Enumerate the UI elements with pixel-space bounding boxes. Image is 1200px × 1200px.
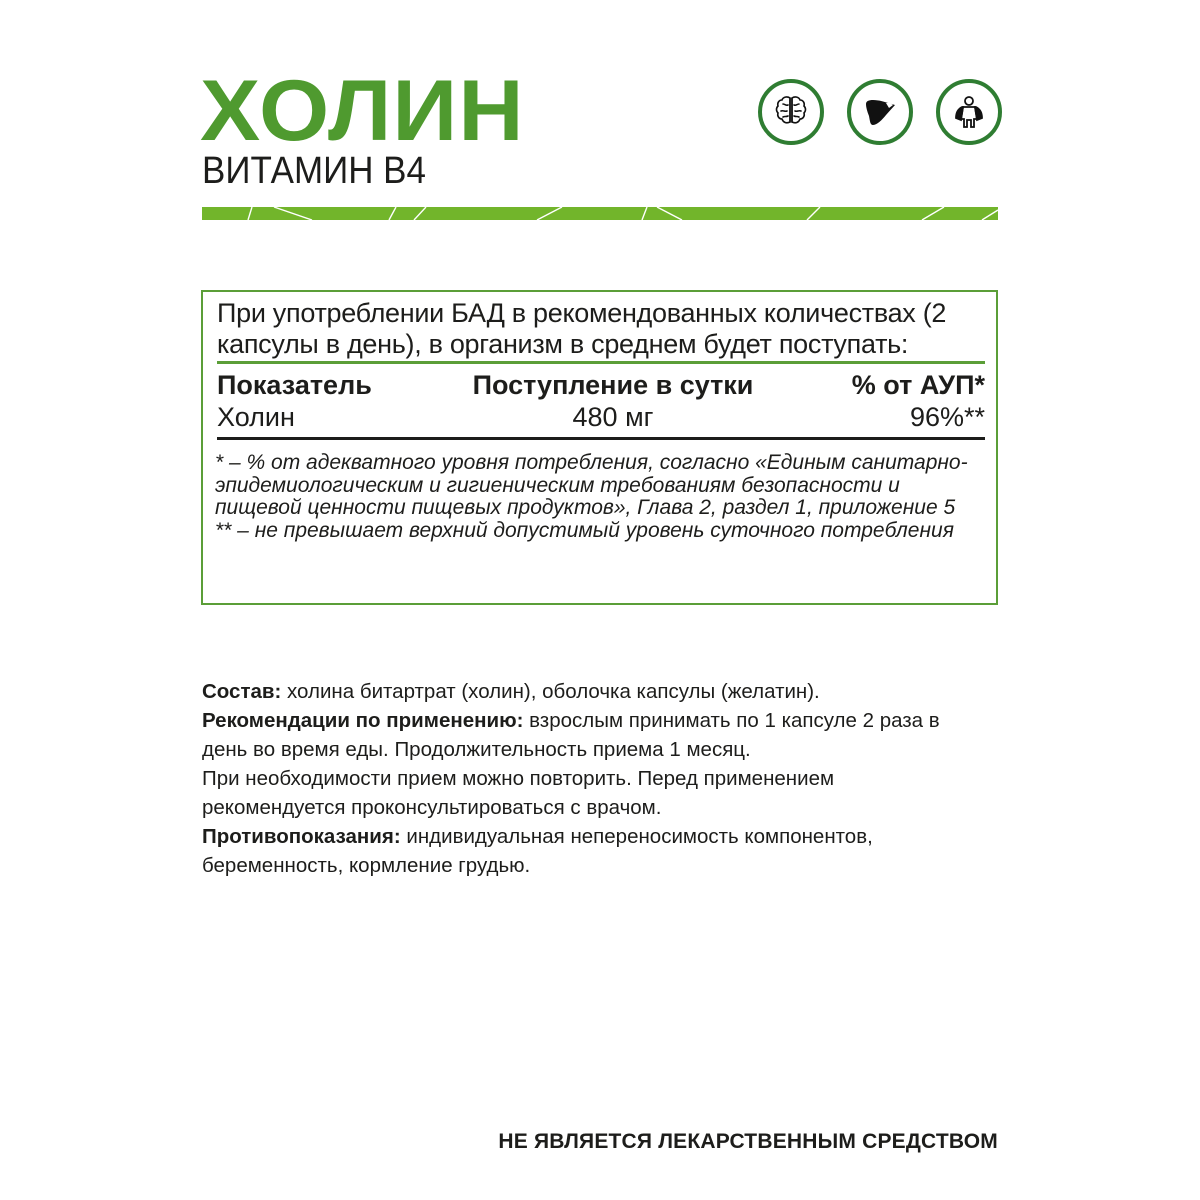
product-details	[202, 677, 982, 880]
decorative-stripe	[202, 207, 998, 220]
composition-label: Состав:	[202, 680, 282, 703]
brain-icon	[758, 79, 824, 145]
black-divider	[217, 437, 985, 440]
repeat-paragraph: При необходимости прием можно повторить. Перед применением рекомендуется проконсультироваться с врачом.	[202, 767, 835, 819]
contraindications-label: Противопоказания:	[202, 825, 401, 848]
nutrition-info-box	[201, 290, 998, 605]
product-title: ХОЛИН	[200, 63, 525, 159]
cell-indicator: Холин	[217, 402, 295, 432]
usage-text: взрослым принимать по 1 капсуле 2 раза в день во время еды. Продолжительность приема 1 месяц.	[202, 709, 940, 761]
footnote-1: * – % от адекватного уровня потребления, согласно «Единым санитарно-эпидемиологическим и гигиеническим требованиям безопасности и пищевой ценности пищевых продуктов», Глава 2, раздел 1, приложение 5	[215, 451, 968, 519]
cell-daily-intake: 480 мг	[572, 402, 654, 432]
not-medicine-disclaimer: НЕ ЯВЛЯЕТСЯ ЛЕКАРСТВЕННЫМ СРЕДСТВОМ	[498, 1130, 998, 1153]
product-subtitle: ВИТАМИН В4	[202, 150, 426, 192]
green-divider	[217, 361, 985, 364]
liver-icon	[847, 79, 913, 145]
body-icon	[936, 79, 1002, 145]
benefit-icons	[758, 79, 1002, 145]
header-indicator: Показатель	[217, 370, 372, 400]
cell-percent-aup: 96%**	[909, 402, 985, 432]
header-percent-aup: % от АУП*	[851, 370, 985, 400]
composition-text: холина битартрат (холин), оболочка капсулы (желатин).	[281, 680, 820, 703]
contraindications-paragraph	[202, 822, 982, 880]
composition-paragraph	[202, 677, 982, 706]
contraindications-text: индивидуальная непереносимость компонентов, беременность, кормление грудью.	[202, 825, 873, 877]
footnote-2: ** – не превышает верхний допустимый уровень суточного потребления	[215, 518, 954, 542]
header-daily-intake: Поступление в сутки	[472, 370, 754, 400]
usage-paragraph	[202, 706, 982, 764]
intake-intro: При употреблении БАД в рекомендованных количествах (2 капсулы в день), в организм в среднем будет поступать:	[217, 298, 947, 359]
table-header	[217, 369, 985, 401]
usage-label: Рекомендации по применению:	[202, 709, 524, 732]
footnotes	[215, 452, 985, 542]
table-row	[217, 401, 985, 433]
